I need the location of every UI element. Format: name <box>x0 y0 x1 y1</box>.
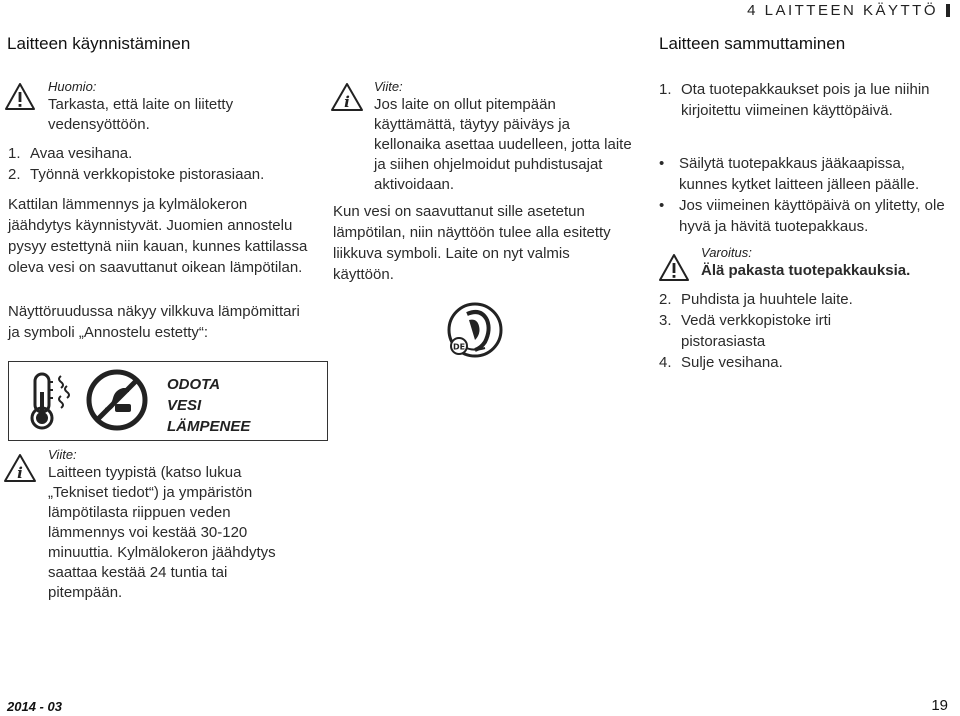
warning-icon <box>658 253 690 288</box>
stop-step-1 <box>659 79 944 121</box>
brand-logo <box>443 300 505 367</box>
list-item: 2. Puhdista ja huuhtele laite. <box>659 291 853 308</box>
list-item: 1. Ota tuotepakkaukset pois ja lue niihin kirjoitettu viimeinen käyttöpäivä. <box>659 81 930 119</box>
list-item: 3. Vedä verkkopistoke irti pistorasiasta <box>659 312 832 350</box>
warning-icon <box>4 82 36 117</box>
chapter-title: 4 LAITTEEN KÄYTTÖ <box>747 2 938 19</box>
page-number: 19 <box>931 697 948 714</box>
chapter-header <box>747 2 950 19</box>
stop-steps <box>659 289 944 373</box>
note-label: Viite: <box>374 79 403 94</box>
list-item: • Säilytä tuotepakkaus jääkaapissa, kunnes kytket laitteen jälleen päälle. <box>659 155 920 193</box>
list-item: 1. Avaa vesihana. <box>8 145 133 162</box>
svg-text:DE: DE <box>452 342 466 352</box>
header-bar <box>946 4 950 17</box>
section-title-stop: Laitteen sammuttaminen <box>659 34 846 53</box>
info-icon <box>3 453 37 488</box>
note-label: Viite: <box>48 447 77 462</box>
note-reference <box>48 447 293 603</box>
note-attention <box>48 79 298 135</box>
note-text: Laitteen tyypistä (katso lukua „Tekniset tiedot“) ja ympäristön lämpötilasta riippuen veden lämmennys voi kestää 30-120 minuuttia. Kylmälokeron jäähdytys saattaa kestää 24 tuntia tai pitempään. <box>48 464 276 601</box>
note-text: Tarkasta, että laite on liitetty vedensyöttöön. <box>48 96 234 133</box>
info-icon <box>330 82 364 117</box>
note-reference-middle <box>374 79 634 195</box>
footer-date: 2014 - 03 <box>7 699 62 714</box>
bullet-list <box>659 153 954 237</box>
note-text: Jos laite on ollut pitempään käyttämättä, täytyy päiväys ja kellonaika asettaa uudelleen, jotta laite ja siihen ohjelmoidut puhdistusajat aktivoidaan. <box>374 96 632 193</box>
status-display-box <box>8 361 328 441</box>
list-item: 2. Työnnä verkkopistoke pistorasiaan. <box>8 166 265 183</box>
section-title-start: Laitteen käynnistäminen <box>7 34 191 53</box>
thermometer-icon <box>27 370 85 437</box>
paragraph-display: Näyttöruudussa näkyy vilkkuva lämpömittari ja symboli „Annostelu estetty“: <box>8 303 300 341</box>
warning-note <box>701 245 951 281</box>
list-item: • Jos viimeinen käyttöpäivä on ylitetty, ole hyvä ja hävitä tuotepakkaus. <box>659 197 945 235</box>
svg-text:i: i <box>344 93 350 111</box>
svg-text:i: i <box>17 464 23 482</box>
paragraph-ready: Kun vesi on saavuttanut sille asetetun lämpötilan, niin näyttöön tulee alla esitetty liikkuva symboli. Laite on nyt valmis käyttöön. <box>333 203 611 283</box>
list-item: 4. Sulje vesihana. <box>659 354 783 371</box>
note-label: Huomio: <box>48 79 97 94</box>
start-steps <box>8 143 318 185</box>
note-text: Älä pakasta tuotepakkauksia. <box>701 262 911 279</box>
status-text: ODOTA VESI LÄMPENEE <box>167 376 251 435</box>
paragraph-heating: Kattilan lämmennys ja kylmälokeron jäähdytys käynnistyvät. Juomien annostelu pysyy estettynä niin kauan, kunnes kattilassa oleva vesi on saavuttanut oikean lämpötilan. <box>8 196 308 276</box>
dispense-blocked-icon <box>85 368 149 437</box>
note-label: Varoitus: <box>701 245 752 260</box>
